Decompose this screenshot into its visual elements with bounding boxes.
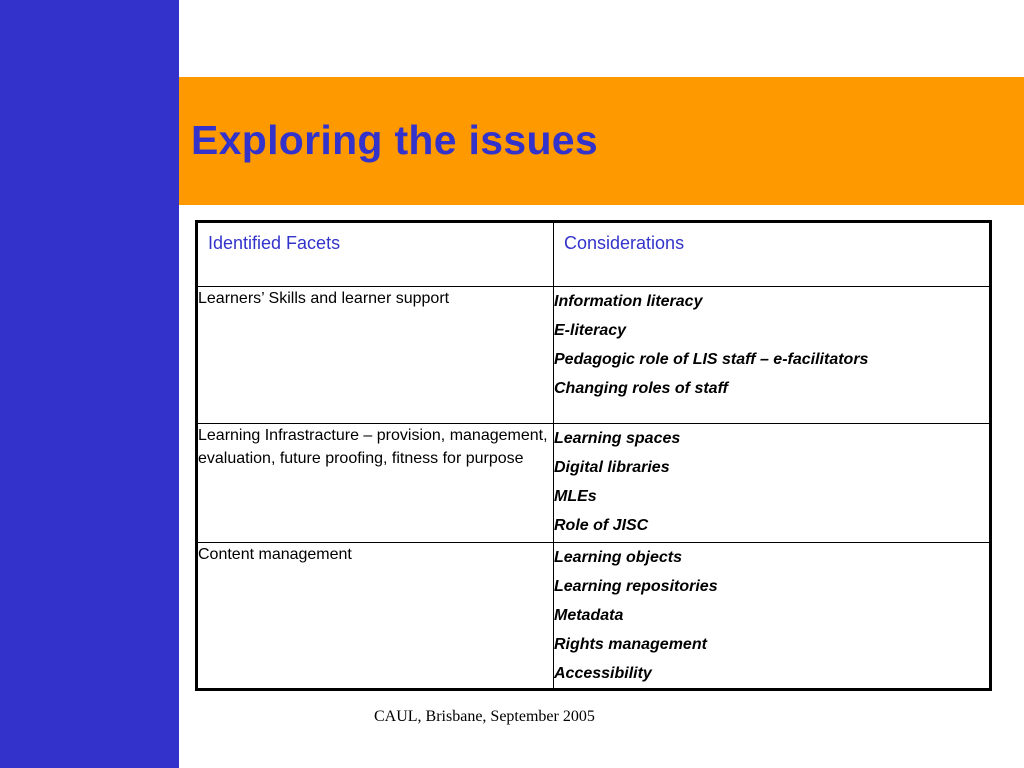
- consideration-item: Role of JISC: [554, 517, 649, 534]
- slide-title: Exploring the issues: [191, 117, 598, 163]
- considerations-cell: [554, 424, 991, 543]
- consideration-item: Digital libraries: [554, 459, 670, 476]
- facet-cell: Learning Infrastracture – provision, management, evaluation, future proofing, fitness for purpose: [197, 424, 554, 543]
- header-considerations: Considerations: [554, 222, 991, 287]
- consideration-item: Learning repositories: [554, 578, 718, 595]
- slide-footer: CAUL, Brisbane, September 2005: [374, 708, 595, 725]
- considerations-cell: [554, 287, 991, 424]
- consideration-item: Information literacy: [554, 293, 703, 310]
- table-row: [197, 424, 991, 543]
- facet-cell: Learners’ Skills and learner support: [197, 287, 554, 424]
- consideration-item: Changing roles of staff: [554, 380, 728, 397]
- consideration-item: Metadata: [554, 607, 624, 624]
- title-band: [179, 77, 1024, 205]
- header-identified-facets: Identified Facets: [197, 222, 554, 287]
- consideration-item: Accessibility: [554, 665, 652, 682]
- consideration-item: Learning spaces: [554, 430, 681, 447]
- consideration-item: Rights management: [554, 636, 707, 653]
- left-sidebar-band: [0, 0, 179, 768]
- table-row: [197, 287, 991, 424]
- table-row: [197, 543, 991, 690]
- considerations-cell: [554, 543, 991, 690]
- consideration-item: Learning objects: [554, 549, 683, 566]
- consideration-item: MLEs: [554, 488, 597, 505]
- consideration-item: E-literacy: [554, 322, 627, 339]
- table-header-row: [197, 222, 991, 287]
- facet-cell: Content management: [197, 543, 554, 690]
- facets-table: [195, 220, 992, 691]
- consideration-item: Pedagogic role of LIS staff – e-facilitators: [554, 351, 869, 368]
